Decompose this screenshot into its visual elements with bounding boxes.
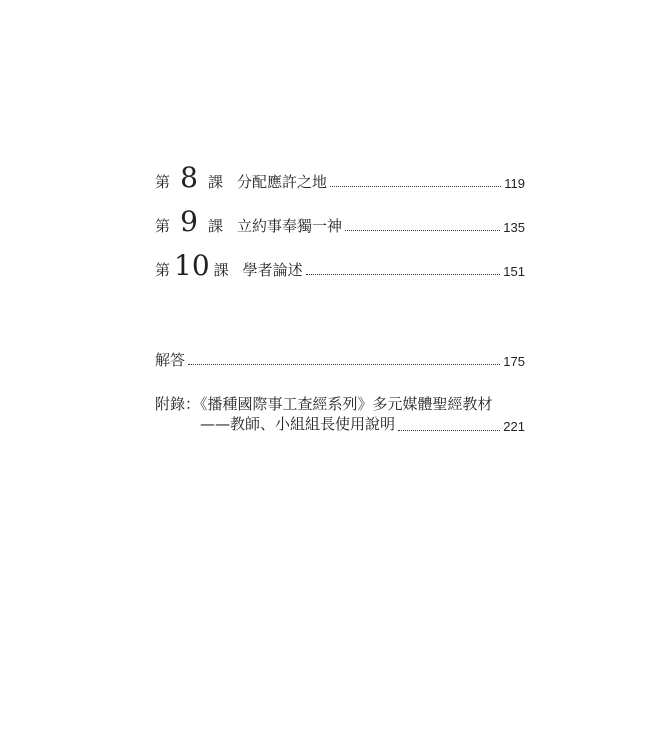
- page-number: 119: [504, 176, 525, 191]
- toc-answers: [155, 340, 525, 368]
- appendix-title-line: 附錄：《播種國際事工查經系列》多元媒體聖經教材: [155, 395, 493, 413]
- lesson-number: 10: [174, 248, 210, 282]
- dot-leader: [330, 186, 501, 187]
- page-number: 175: [503, 354, 525, 369]
- lesson-number: 9: [180, 204, 198, 238]
- answers-title: 解答: [155, 351, 186, 369]
- lesson-prefix: 第: [155, 173, 171, 191]
- lesson-title: 分配應許之地: [237, 173, 328, 191]
- lesson-suffix: 課: [213, 261, 229, 279]
- lesson-suffix: 課: [208, 217, 224, 235]
- lesson-title: 學者論述: [242, 261, 303, 279]
- dot-leader: [345, 230, 500, 231]
- page-number: 221: [503, 419, 525, 434]
- lesson-prefix: 第: [155, 217, 171, 235]
- dot-leader: [306, 274, 501, 275]
- lesson-title: 立約事奉獨一神: [237, 217, 343, 235]
- lesson-prefix: 第: [155, 261, 171, 279]
- toc-appendix: [200, 412, 525, 434]
- lesson-suffix: 課: [208, 173, 224, 191]
- toc-lesson-8: [155, 160, 525, 194]
- page-number: 151: [503, 264, 525, 279]
- toc-lesson-10: [155, 248, 525, 282]
- appendix-subtitle: ——教師、小組組長使用說明: [200, 415, 396, 433]
- toc-lesson-9: [155, 204, 525, 238]
- dot-leader: [188, 364, 500, 365]
- page-number: 135: [503, 220, 525, 235]
- dot-leader: [398, 430, 500, 431]
- lesson-number: 8: [180, 160, 198, 194]
